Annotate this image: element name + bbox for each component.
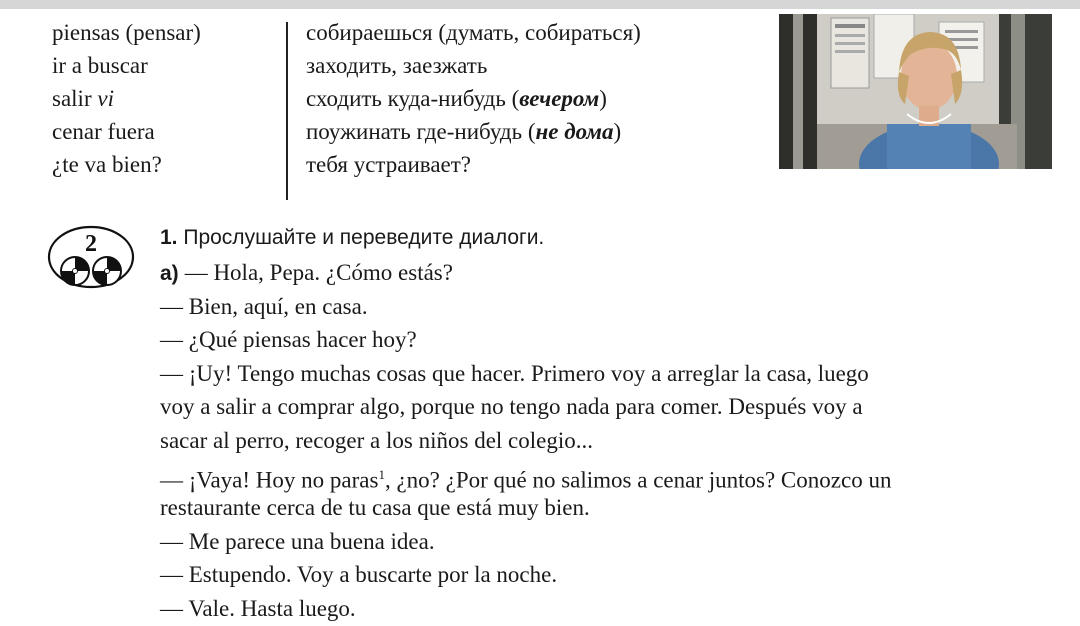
vocab-ru-item (306, 82, 776, 115)
audio-track-badge (47, 225, 135, 289)
vocab-ru-tail: ) (599, 86, 607, 111)
vocab-ru-note: не дома (535, 119, 614, 144)
vocab-ru-item (306, 16, 776, 49)
dialog-line-text: sacar al perro, recoger a los niños del colegio... (160, 427, 593, 453)
vocab-ru-item (306, 49, 776, 82)
vocab-es-item (52, 49, 282, 82)
dialog-line-text: — Hola, Pepa. ¿Cómo estás? (184, 260, 453, 285)
dialog-line-text: — ¡Uy! Tengo muchas cosas que hacer. Primero voy a arreglar la casa, luego (160, 360, 869, 386)
dialog-line (160, 491, 1060, 525)
dialog-line (160, 525, 1060, 559)
dialog-line-text: restaurante cerca de tu casa que está muy bien. (160, 495, 590, 521)
vocab-es-text: cenar fuera (52, 119, 155, 144)
dialog-line (160, 390, 1060, 424)
vocab-es-item (52, 148, 282, 181)
vocab-ru-item (306, 148, 776, 181)
dialog-line (160, 357, 1060, 391)
exercise-instruction: Прослушайте и переведите диалоги. (183, 226, 545, 249)
dialog-line (160, 323, 1060, 357)
dialog-line (160, 256, 1060, 290)
dialog-line-text: voy a salir a comprar algo, porque no tengo nada para comer. Después voy a (160, 394, 863, 420)
dialog-line (160, 424, 1060, 458)
vocab-es-item (52, 115, 282, 148)
vocab-es-note: vi (97, 86, 114, 111)
vocab-es-text: piensas (pensar) (52, 20, 201, 45)
webcam-video (779, 14, 1052, 169)
dialog-line-text: — ¡Vaya! Hoy no paras (160, 467, 379, 493)
dialog-line (160, 592, 1060, 626)
dialog-line-text: , ¿no? ¿Por qué no salimos a cenar juntos? Conozco un (384, 467, 892, 493)
vocab-ru-text: поужинать где-нибудь ( (306, 119, 536, 144)
vocab-ru-text: сходить куда-нибудь ( (306, 86, 520, 111)
vocab-es-text: ir a buscar (52, 53, 148, 78)
dialog-line-text: — Estupendo. Voy a buscarte por la noche. (160, 562, 558, 588)
vocab-ru-text: тебя устраивает? (306, 152, 472, 177)
dialog-line-text: — ¿Qué piensas hacer hoy? (160, 327, 417, 353)
footnote-marker: 1 (378, 466, 385, 482)
webcam-frame (779, 14, 1052, 169)
vocab-es-item (52, 16, 282, 49)
vocabulary-table (0, 16, 780, 186)
dialog-line (160, 558, 1060, 592)
vocab-russian-column (306, 16, 776, 181)
part-label: а) (160, 262, 179, 285)
dialog-line-text: — Vale. Hasta luego. (160, 595, 356, 621)
vocab-ru-text: заходить, заезжать (306, 53, 488, 78)
vocab-ru-item (306, 115, 776, 148)
vocab-spanish-column (52, 16, 282, 181)
vocab-ru-text: собираешься (думать, собираться) (306, 20, 641, 45)
vocab-es-item (52, 82, 282, 115)
dialog-line (160, 290, 1060, 324)
cd-audio-icon (47, 225, 135, 289)
vocab-ru-tail: ) (613, 119, 622, 144)
dialog-line-text: — Me parece una buena idea. (160, 528, 435, 554)
exercise-title (160, 224, 544, 252)
vocab-ru-note: вечером (519, 86, 600, 111)
dialog-line-text: — Bien, aquí, en casa. (160, 293, 368, 319)
dialog-text (160, 256, 1060, 626)
dialog-line (160, 458, 1060, 492)
vocab-es-text: ¿te va bien? (52, 152, 162, 177)
vocab-divider (286, 22, 288, 200)
top-bar (0, 0, 1080, 9)
vocab-es-text: salir (52, 86, 98, 111)
exercise-number: 1. (160, 226, 178, 249)
track-number: 2 (85, 231, 97, 257)
